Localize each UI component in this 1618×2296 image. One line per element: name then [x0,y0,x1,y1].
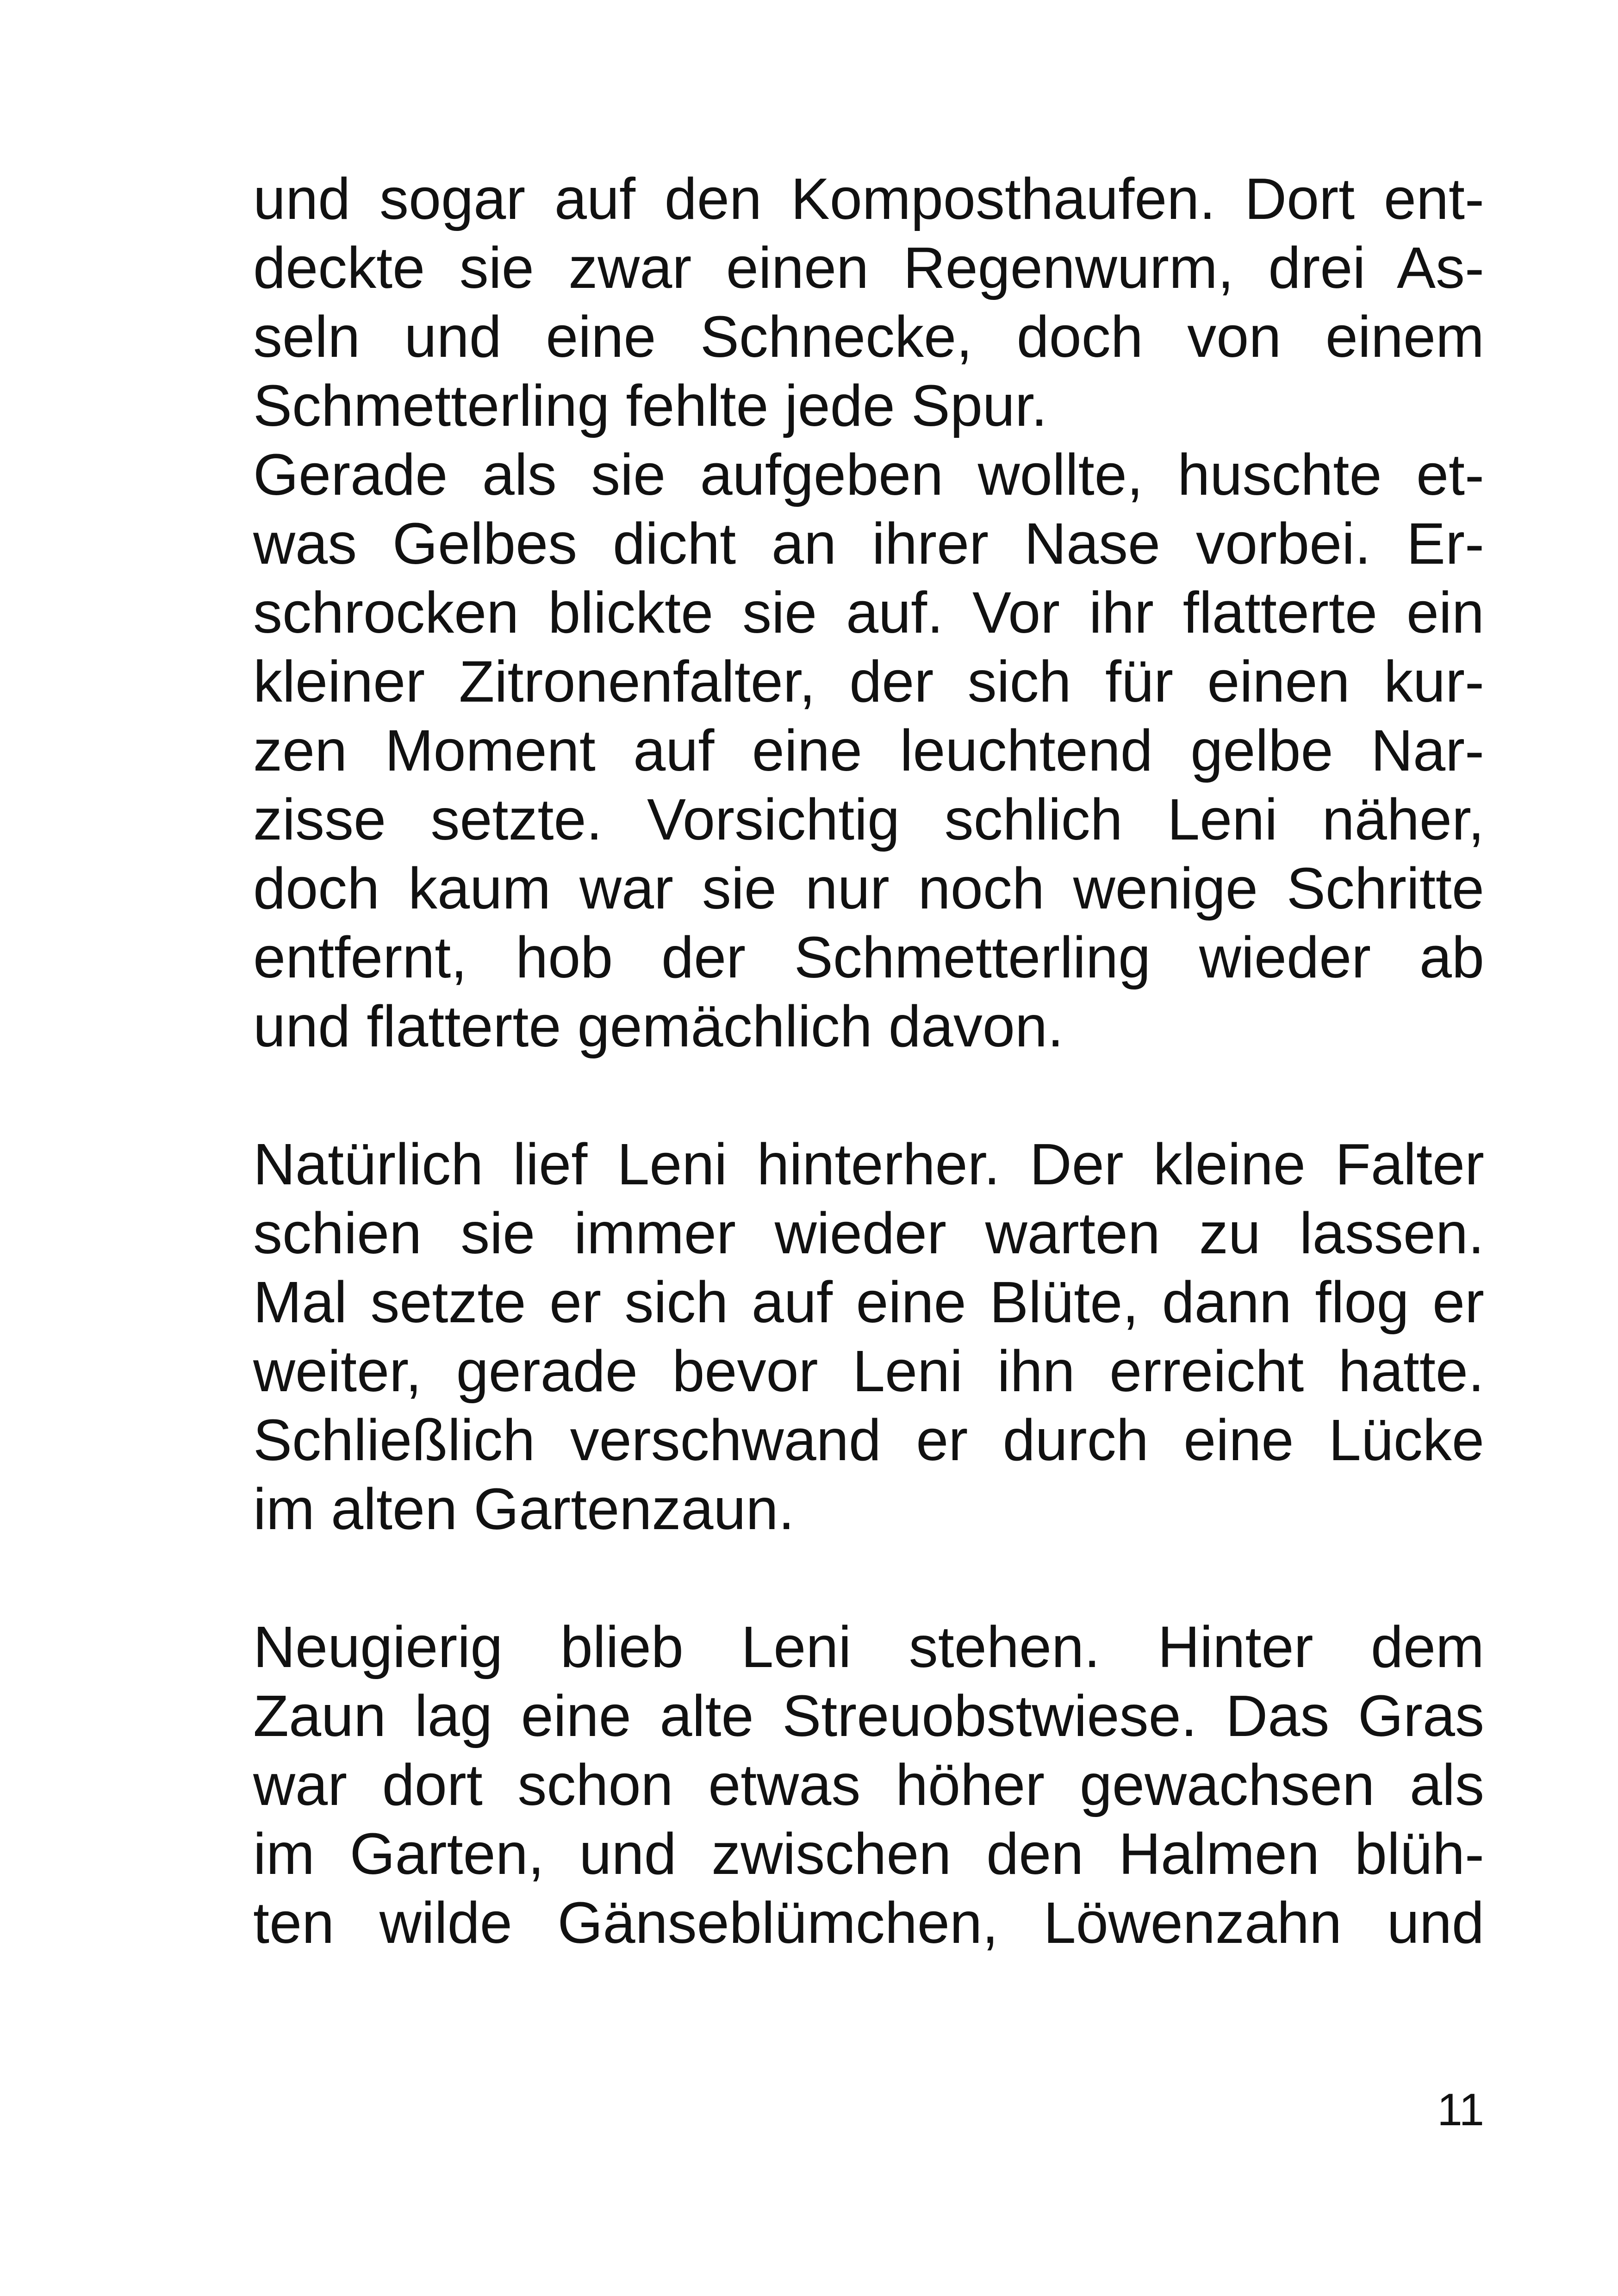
text-line: deckte sie zwar einen Regenwurm, drei As- [253,235,1484,300]
text-line: Schließlich verschwand er durch eine Lücke [253,1407,1484,1473]
page-number: 11 [1437,2084,1484,2135]
text-line: schrocken blickte sie auf. Vor ihr flatterte ein [253,580,1484,645]
text-line: was Gelbes dicht an ihrer Nase vorbei. Er- [253,511,1484,576]
text-line: und flatterte gemächlich davon. [253,994,1064,1059]
text-line: seln und eine Schnecke, doch von einem [253,304,1484,369]
text-line: und sogar auf den Komposthaufen. Dort ent- [253,166,1484,231]
text-line: zisse setzte. Vorsichtig schlich Leni näher, [253,787,1484,852]
text-line: im alten Gartenzaun. [253,1476,795,1542]
text-line: schien sie immer wieder warten zu lassen. [253,1201,1484,1266]
text-line: zen Moment auf eine leuchtend gelbe Nar- [253,718,1484,783]
text-line: kleiner Zitronenfalter, der sich für einen kur- [253,649,1484,714]
text-line: Schmetterling fehlte jede Spur. [253,373,1048,438]
text-line: im Garten, und zwischen den Halmen blüh- [253,1821,1484,1886]
text-line: weiter, gerade bevor Leni ihn erreicht hatte. [253,1338,1484,1404]
text-line: doch kaum war sie nur noch wenige Schritte [253,856,1484,921]
text-line: ten wilde Gänseblümchen, Löwenzahn und [253,1890,1484,1955]
paragraph-gap [253,1061,1484,1130]
body-text [253,164,1484,1957]
text-line: Neugierig blieb Leni stehen. Hinter dem [253,1614,1484,1680]
paragraph-gap [253,1543,1484,1612]
text-line: Natürlich lief Leni hinterher. Der kleine Falter [253,1132,1484,1197]
text-line: Mal setzte er sich auf eine Blüte, dann flog er [253,1269,1484,1335]
text-line: Zaun lag eine alte Streuobstwiese. Das Gras [253,1683,1484,1748]
text-line: Gerade als sie aufgeben wollte, huschte et- [253,442,1484,507]
text-line: entfernt, hob der Schmetterling wieder ab [253,925,1484,990]
text-line: war dort schon etwas höher gewachsen als [253,1752,1484,1817]
